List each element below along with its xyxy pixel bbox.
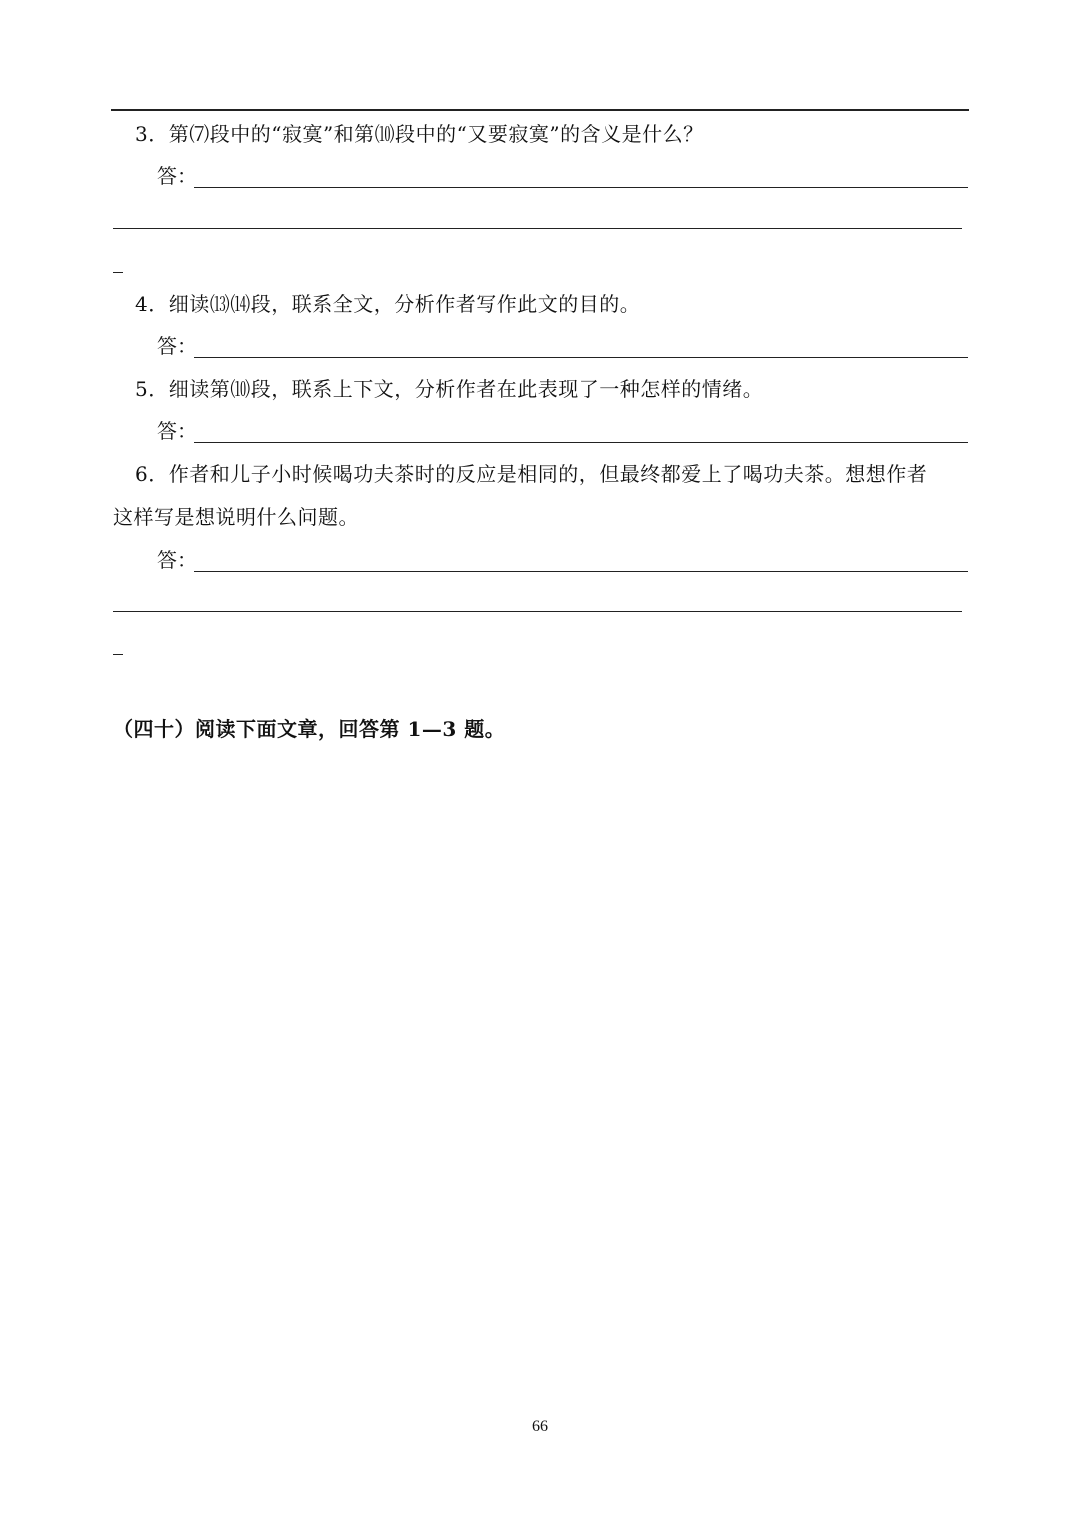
question-6-text-line-2: 这样写是想说明什么问题。 [113, 505, 359, 529]
question-3-answer[interactable] [157, 161, 968, 191]
answer-blank-line [194, 357, 968, 358]
answer-label: 答： [157, 548, 197, 572]
question-5-answer[interactable] [157, 416, 968, 446]
question-4-answer[interactable] [157, 331, 968, 361]
answer-blank-line [194, 571, 968, 572]
answer-continuation-line [113, 611, 962, 612]
question-6-answer[interactable] [157, 545, 968, 575]
answer-line-tail [113, 272, 123, 273]
question-6-text-line-1: 6．作者和儿子小时候喝功夫茶时的反应是相同的，但最终都爱上了喝功夫茶。想想作者 [135, 462, 928, 486]
header-rule [111, 109, 969, 111]
page-number: 66 [532, 1418, 548, 1435]
question-4-text: 4．细读⒀⒁段，联系全文，分析作者写作此文的目的。 [135, 292, 641, 316]
answer-label: 答： [157, 164, 197, 188]
answer-blank-line [194, 187, 968, 188]
answer-label: 答： [157, 334, 197, 358]
answer-continuation-line [113, 228, 962, 229]
answer-label: 答： [157, 419, 197, 443]
question-5-text: 5．细读第⑽段，联系上下文，分析作者在此表现了一种怎样的情绪。 [135, 377, 764, 401]
section-title: （四十）阅读下面文章，回答第 1—3 题。 [113, 717, 506, 741]
answer-blank-line [194, 442, 968, 443]
answer-line-tail [113, 654, 123, 655]
question-3-text: 3．第⑺段中的“寂寞”和第⑽段中的“又要寂寞”的含义是什么？ [135, 122, 704, 146]
